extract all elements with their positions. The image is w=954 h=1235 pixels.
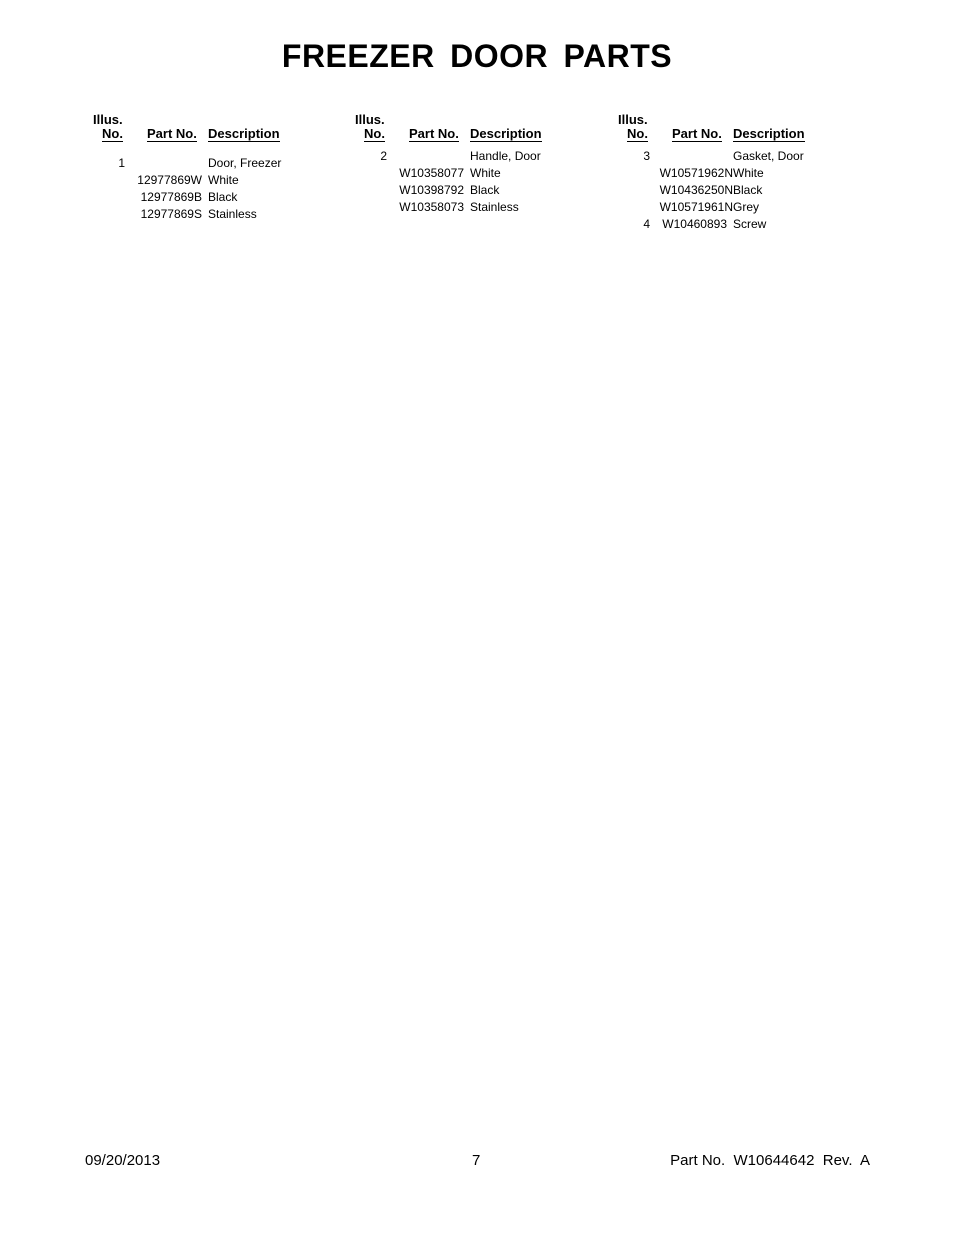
part-number: 12977869B: [140, 190, 202, 204]
page-title: FREEZER DOOR PARTS: [281, 38, 673, 74]
part-number: W10436250N: [659, 183, 733, 197]
part-number: W10571962N: [659, 166, 733, 180]
illus-number: 2: [380, 149, 387, 163]
part-description: Door, Freezer: [208, 156, 282, 170]
part-description: Black: [470, 183, 500, 197]
header-part-no: Part No.: [147, 126, 197, 141]
parts-column-2: [352, 112, 582, 242]
part-description: Grey: [733, 200, 760, 214]
header-part-no: Part No.: [672, 126, 722, 141]
parts-column-3: [615, 112, 845, 242]
part-number: W10398792: [399, 183, 464, 197]
header-description: Description: [470, 126, 542, 141]
header-no: No.: [627, 126, 648, 141]
header-illus: Illus.: [618, 112, 648, 127]
footer-page-number: 7: [472, 1152, 481, 1169]
part-description: Handle, Door: [470, 149, 541, 163]
part-description: Stainless: [208, 207, 257, 221]
footer-date: 09/20/2013: [85, 1152, 161, 1169]
header-illus: Illus.: [355, 112, 385, 127]
illus-number: 1: [118, 156, 125, 170]
part-number: W10460893: [662, 217, 727, 231]
header-no: No.: [102, 126, 123, 141]
part-description: Screw: [733, 217, 767, 231]
header-description: Description: [733, 126, 805, 141]
header-no: No.: [364, 126, 385, 141]
illus-number: 3: [643, 149, 650, 163]
part-description: Gasket, Door: [733, 149, 804, 163]
part-description: Black: [733, 183, 763, 197]
part-description: Black: [208, 190, 238, 204]
header-description: Description: [208, 126, 280, 141]
header-illus: Illus.: [93, 112, 123, 127]
illus-number: 4: [643, 217, 650, 231]
part-number: W10571961N: [659, 200, 733, 214]
part-description: White: [208, 173, 239, 187]
part-number: 12977869S: [140, 207, 202, 221]
part-description: White: [733, 166, 764, 180]
part-description: Stainless: [470, 200, 519, 214]
part-number: W10358073: [399, 200, 464, 214]
footer-part-reference: Part No. W10644642 Rev. A: [670, 1152, 870, 1169]
part-number: W10358077: [399, 166, 464, 180]
header-part-no: Part No.: [409, 126, 459, 141]
parts-column-1: [90, 112, 320, 242]
part-number: 12977869W: [137, 173, 202, 187]
part-description: White: [470, 166, 501, 180]
